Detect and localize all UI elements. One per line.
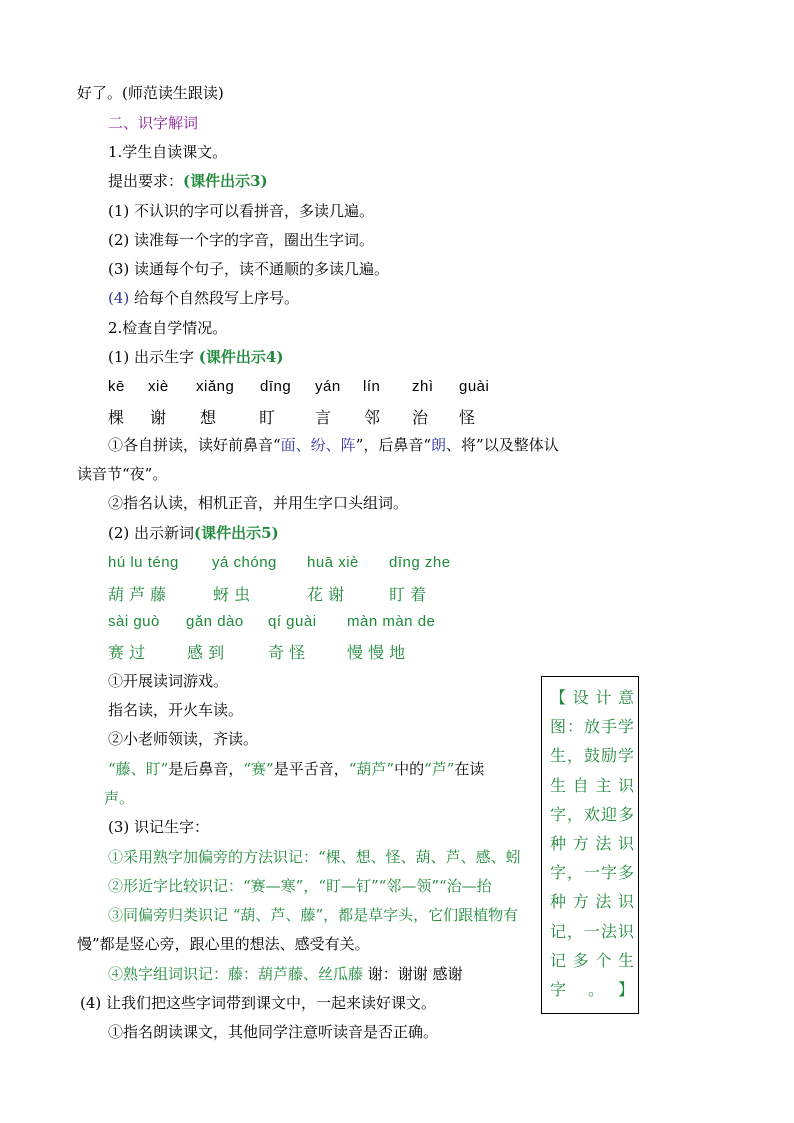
text-line: (4) 让我们把这些字词带到课文中，一起来读好课文。 [80,994,437,1012]
pinyin: zhì [412,378,434,395]
character: 邻 [364,408,381,427]
pinyin: xiǎng [196,378,235,395]
pinyin: dīng zhe [389,554,451,571]
text-line: 指名读，开火车读。 [108,701,244,719]
text-line: ②指名认读，相机正音，并用生字口头组词。 [108,494,409,512]
pinyin: dīng [260,378,292,395]
courseware-note: (课件出示4) [198,348,284,366]
word: 盯 着 [389,585,427,604]
text-line [108,523,279,543]
pinyin: kē [108,378,125,395]
text-segment: (1) 出示生字 [108,348,199,366]
section-heading: 二、识字解词 [108,114,199,132]
text-segment: ①各自拼读，读好前鼻音“ [108,436,281,454]
text-line: (3) 读通每个句子，读不通顺的多读几遍。 [108,260,390,278]
word: 奇 怪 [268,643,306,662]
text-line: 读音节“夜”。 [77,465,168,483]
pinyin: huā xiè [307,554,359,571]
text-line: ①指名朗读课文，其他同学注意听读音是否正确。 [108,1023,439,1041]
text-segment: 是后鼻音， [168,760,244,778]
text-line: ②形近字比较识记：“赛—寒”，“盯—钉”“邻—领”“治—抬 [108,877,492,895]
character: 棵 [108,408,125,427]
courseware-note: (课件出示5) [194,524,279,542]
text-line [108,964,463,984]
text-segment: “赛” [243,760,274,778]
word: 慢 慢 地 [347,643,406,662]
text-line: 慢”都是竖心旁，跟心里的想法、感受有关。 [77,935,370,953]
pinyin: gǎn dào [186,613,244,630]
pinyin: yán [315,378,341,395]
design-intent-text: 【设计意图：放手学生，鼓励学生自主识字，欢迎多种方法识字，一字多种方法识记，一法识记多个生字。】 [550,688,634,1000]
pinyin: yá chóng [212,554,277,571]
text-line: 声。 [104,789,135,807]
text-segment: ”，后鼻音“ [355,436,432,454]
text-line [108,905,518,925]
pinyin: xiè [148,378,169,395]
pinyin: sài guò [108,613,160,630]
text-segment: (4) [108,289,130,307]
character: 盯 [259,408,276,427]
courseware-note: (课件出示3) [183,172,268,190]
character: 言 [315,408,332,427]
text-line: ②小老师领读，齐读。 [108,730,259,748]
text-segment: 在读 [454,760,485,778]
text-segment: 给每个自然段写上序号。 [129,289,300,307]
text-line [108,288,299,308]
text-line: 1.学生自读课文。 [108,143,228,161]
text-segment: 是平舌音， [273,760,349,778]
text-line [108,435,559,455]
text-segment: 谢：谢谢 感谢 [363,965,463,983]
character: 想 [200,408,217,427]
text-segment: “葫芦” [348,760,395,778]
text-segment: 中的 [394,760,425,778]
text-segment: 提出要求： [108,172,184,190]
text-line: (2) 读准每一个字的字音，圈出生字词。 [108,231,375,249]
text-line: (3) 识记生字： [108,818,210,836]
word: 感 到 [187,643,225,662]
text-line: 2.检查自学情况。 [108,319,228,337]
word: 葫 芦 藤 [108,585,167,604]
text-segment: (2) 出示新词 [108,524,195,542]
text-line: 好了。(师范读生跟读) [77,84,224,102]
pinyin: guài [459,378,490,395]
pinyin: qí guài [268,613,317,630]
word: 蚜 虫 [213,585,251,604]
text-segment: “芦” [424,760,455,778]
text-segment: “藤、盯” [108,760,169,778]
pinyin: lín [363,378,381,395]
design-intent-box [541,676,639,1014]
word: 花 谢 [307,585,345,604]
character: 怪 [459,408,476,427]
text-segment: 、将”以及整体认 [446,436,559,454]
text-segment: ④熟字组词识记：藤：葫芦藤、丝瓜藤 [108,965,364,983]
text-segment: ③同偏旁归类识记 “葫、芦、藤”，都是草字头，它们跟植物有 [108,906,519,924]
text-line [108,171,268,191]
pinyin: hú lu téng [108,554,179,571]
text-line: ①开展读词游戏。 [108,672,229,690]
word: 赛 过 [108,643,146,662]
text-segment: 面、纷、阵 [280,436,356,454]
character: 治 [412,408,429,427]
pinyin: màn màn de [347,613,436,630]
text-line [108,347,283,367]
character: 谢 [150,408,167,427]
text-line: (1) 不认识的字可以看拼音，多读几遍。 [108,202,375,220]
text-line [108,759,484,779]
text-line: ①采用熟字加偏旁的方法识记：“棵、想、怪、葫、芦、感、蚓 [108,848,521,866]
text-segment: 朗 [431,436,447,454]
